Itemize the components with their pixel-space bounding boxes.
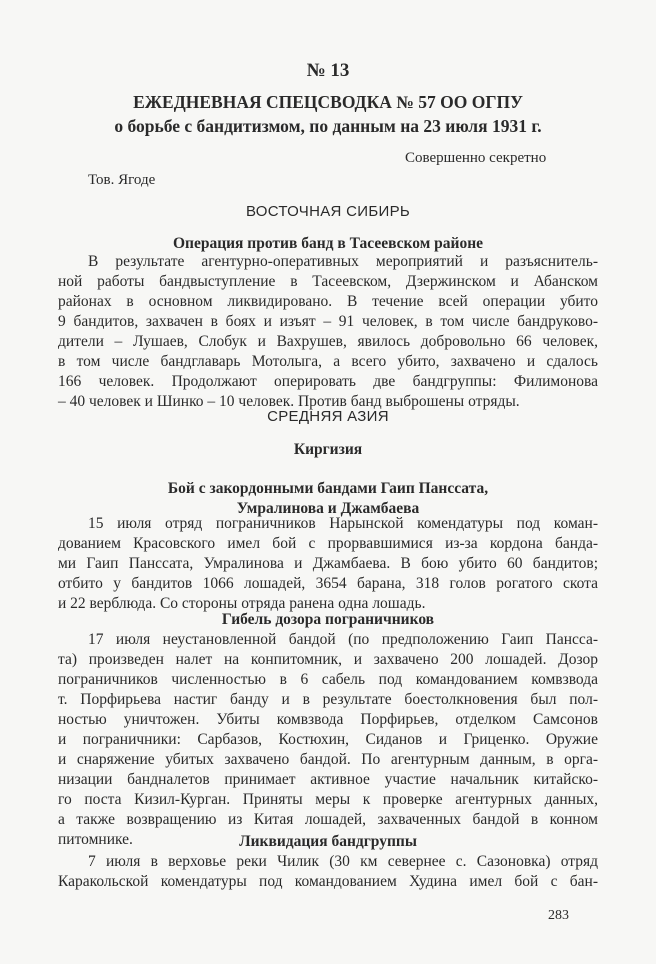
region-heading: ВОСТОЧНАЯ СИБИРЬ	[245, 203, 411, 220]
paragraph-line: го поста Кизил-Курган. Приняты меры к проверке агентурных данных,	[58, 791, 598, 808]
addressee: Тов. Ягоде	[88, 172, 156, 188]
section-heading	[0, 479, 656, 519]
paragraph-line: и пограничники: Сарбазов, Костюхин, Сиданов и Гриценко. Оружие	[58, 731, 598, 748]
heading-line: Гибель дозора пограничников	[221, 611, 435, 628]
paragraph-line: ной работы бандвыступление в Тасеевском, Дзержинском и Абанском	[58, 273, 598, 290]
heading-line: Киргизия	[293, 441, 363, 458]
section-paragraph	[58, 630, 598, 850]
classification-stamp: Совершенно секретно	[405, 150, 547, 166]
paragraph-line: 9 бандитов, захвачен в боях и изъят – 91 человек, в том числе бандруково-	[58, 313, 598, 330]
paragraph-line: районах в основном ликвидировано. В течение всей операции убито	[58, 293, 598, 310]
paragraph-line: т. Порфирьева настиг банду и в результате боестолкновения был пол-	[58, 691, 598, 708]
paragraph-line: и снаряжение убитых захвачено бандой. По агентурным данным, в орга-	[58, 751, 598, 768]
title-line: ЕЖЕДНЕВНАЯ СПЕЦСВОДКА № 57 ОО ОГПУ	[133, 92, 523, 112]
section-paragraph	[58, 252, 598, 412]
paragraph-line: пограничников численностью в 6 сабель под командованием комвзвода	[58, 671, 598, 688]
paragraph-line: дованием Красовского имел бой с прорвавшимися из-за кордона банда-	[58, 535, 598, 552]
document-title	[0, 90, 656, 138]
paragraph-line: 15 июля отряд пограничников Нарынской комендатуры под коман-	[88, 515, 598, 532]
page-number: 283	[548, 908, 569, 923]
paragraph-line: ностью уничтожен. Убиты комвзвода Порфирьев, отделком Самсонов	[58, 711, 598, 728]
paragraph-line: 7 июля в верховье реки Чилик (30 км севернее с. Сазоновка) отряд	[88, 853, 598, 870]
paragraph-line: ми Гаип Панссата, Умралинова и Джамбаева. В бою убито 60 бандитов;	[58, 555, 598, 572]
paragraph-line: Каракольской комендатуры под командованием Худина имел бой с бан-	[58, 873, 598, 890]
heading-line: Умралинова и Джамбаева	[236, 500, 420, 517]
subregion-heading	[0, 440, 656, 460]
heading-line: Ликвидация бандгруппы	[239, 833, 417, 850]
heading-line: Операция против банд в Тасеевском районе	[172, 235, 484, 252]
paragraph-line: 166 человек. Продолжают оперировать две бандгруппы: Филимонова	[58, 373, 598, 390]
paragraph-line: та) произведен налет на конпитомник, и захвачено 200 лошадей. Дозор	[58, 651, 598, 668]
section-heading	[0, 234, 656, 254]
paragraph-line: в том числе бандглаварь Мотолыга, а всего убито, захвачено и сдалось	[58, 353, 598, 370]
document-number: № 13	[306, 60, 350, 81]
section-heading	[0, 832, 656, 852]
paragraph-line: низации бандналетов принимает активное участие начальник китайско-	[58, 771, 598, 788]
paragraph-line: 17 июля неустановленной бандой (по предположению Гаип Пансса-	[88, 631, 598, 648]
region-heading: СРЕДНЯЯ АЗИЯ	[267, 408, 389, 425]
paragraph-line: питомнике.	[58, 831, 133, 848]
paragraph-line: В результате агентурно-оперативных мероприятий и разъяснитель-	[88, 253, 598, 270]
paragraph-line: отбито у бандитов 1066 лошадей, 3654 барана, 318 голов рогатого скота	[58, 575, 598, 592]
paragraph-line: и 22 верблюда. Со стороны отряда ранена одна лошадь.	[58, 595, 426, 612]
paragraph-line: а также возвращению из Китая лошадей, захваченных бандой в конном	[58, 811, 598, 828]
paragraph-line: дители – Лушаев, Слобук и Вахрушев, явилось добровольно 66 человек,	[58, 333, 598, 350]
section-heading	[0, 610, 656, 630]
heading-line: Бой с закордонными бандами Гаип Панссата,	[167, 480, 489, 497]
section-paragraph	[58, 852, 598, 892]
paragraph-line: – 40 человек и Шинко – 10 человек. Против банд выброшены отряды.	[58, 393, 520, 410]
title-line: о борьбе с бандитизмом, по данным на 23 июля 1931 г.	[114, 116, 542, 136]
section-paragraph	[58, 514, 598, 614]
